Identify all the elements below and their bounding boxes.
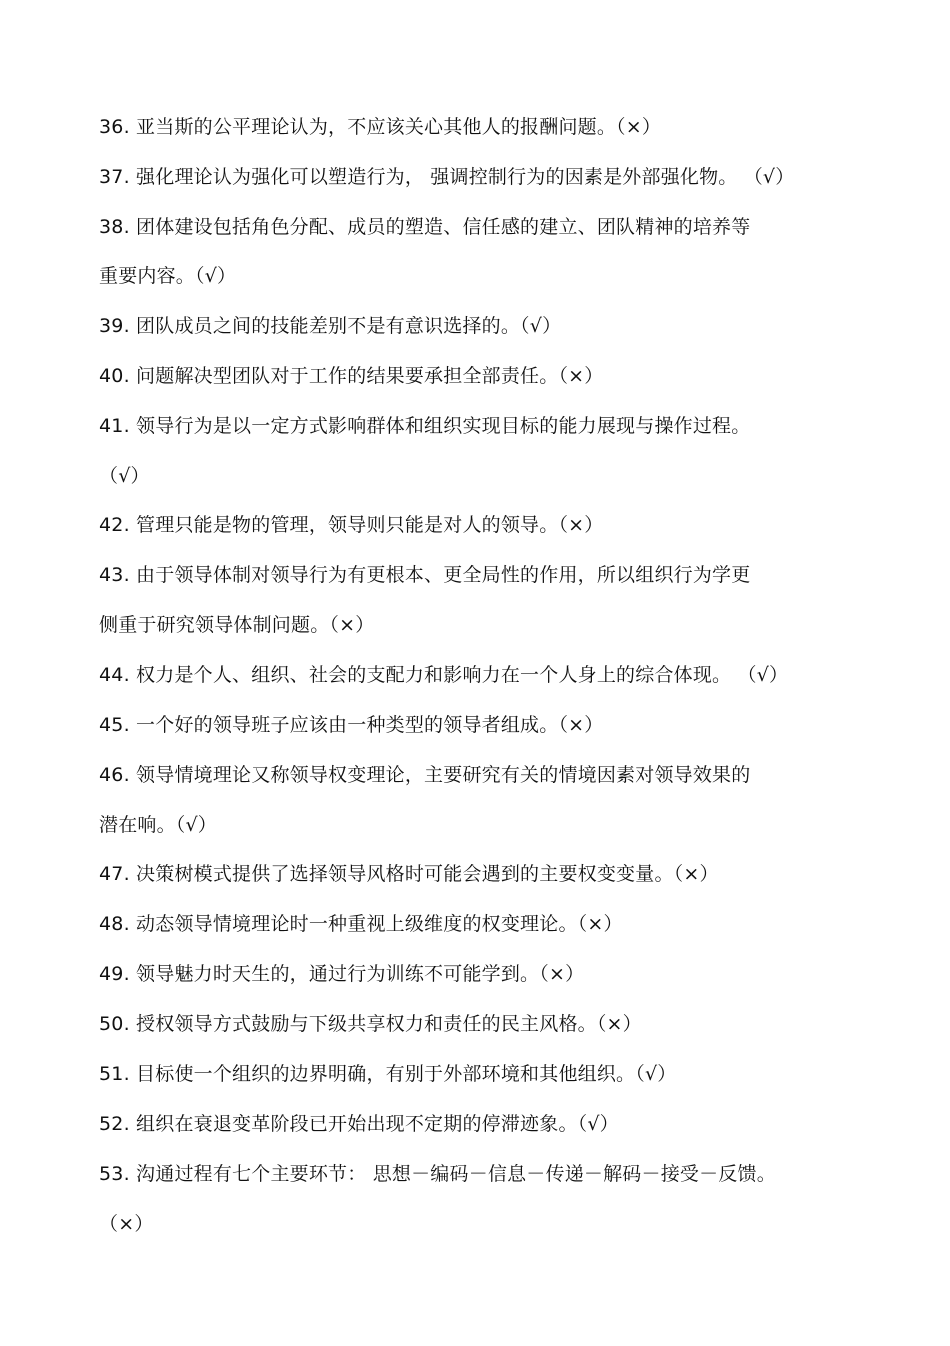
text-line-42: 42. 管理只能是物的管理，领导则只能是对人的领导。（×） <box>99 514 604 536</box>
text-line-48: 48. 动态领导情境理论时一种重视上级维度的权变理论。（×） <box>99 913 623 935</box>
text-line-45: 45. 一个好的领导班子应该由一种类型的领导者组成。（×） <box>99 714 604 736</box>
text-line-38-cont: 重要内容。（√） <box>99 265 237 287</box>
text-line-38: 38. 团体建设包括角色分配、成员的塑造、信任感的建立、团队精神的培养等 <box>99 216 751 238</box>
text-line-52: 52. 组织在衰退变革阶段已开始出现不定期的停滞迹象。（√） <box>99 1113 619 1135</box>
text-line-40: 40. 问题解决型团队对于工作的结果要承担全部责任。（×） <box>99 365 604 387</box>
text-line-41-cont: （√） <box>99 465 150 487</box>
text-line-43: 43. 由于领导体制对领导行为有更根本、更全局性的作用，所以组织行为学更 <box>99 564 751 586</box>
text-line-53: 53. 沟通过程有七个主要环节： 思想－编码－信息－传递－解码－接受－反馈。 <box>99 1163 776 1185</box>
text-line-47: 47. 决策树模式提供了选择领导风格时可能会遇到的主要权变变量。（×） <box>99 863 719 885</box>
text-line-46: 46. 领导情境理论又称领导权变理论，主要研究有关的情境因素对领导效果的 <box>99 764 751 786</box>
text-line-50: 50. 授权领导方式鼓励与下级共享权力和责任的民主风格。（×） <box>99 1013 642 1035</box>
text-line-39: 39. 团队成员之间的技能差别不是有意识选择的。（√） <box>99 315 562 337</box>
text-line-44: 44. 权力是个人、组织、社会的支配力和影响力在一个人身上的综合体现。 （√） <box>99 664 789 686</box>
text-line-43-cont: 侧重于研究领导体制问题。（×） <box>99 614 375 636</box>
text-line-51: 51. 目标使一个组织的边界明确，有别于外部环境和其他组织。（√） <box>99 1063 677 1085</box>
text-line-36: 36. 亚当斯的公平理论认为，不应该关心其他人的报酬问题。（×） <box>99 116 662 138</box>
text-line-49: 49. 领导魅力时天生的，通过行为训练不可能学到。（×） <box>99 963 585 985</box>
text-line-46-cont: 潜在响。（√） <box>99 814 218 836</box>
text-line-37: 37. 强化理论认为强化可以塑造行为， 强调控制行为的因素是外部强化物。 （√） <box>99 166 795 188</box>
text-line-53-cont: （×） <box>99 1213 154 1235</box>
text-line-41: 41. 领导行为是以一定方式影响群体和组织实现目标的能力展现与操作过程。 <box>99 415 751 437</box>
